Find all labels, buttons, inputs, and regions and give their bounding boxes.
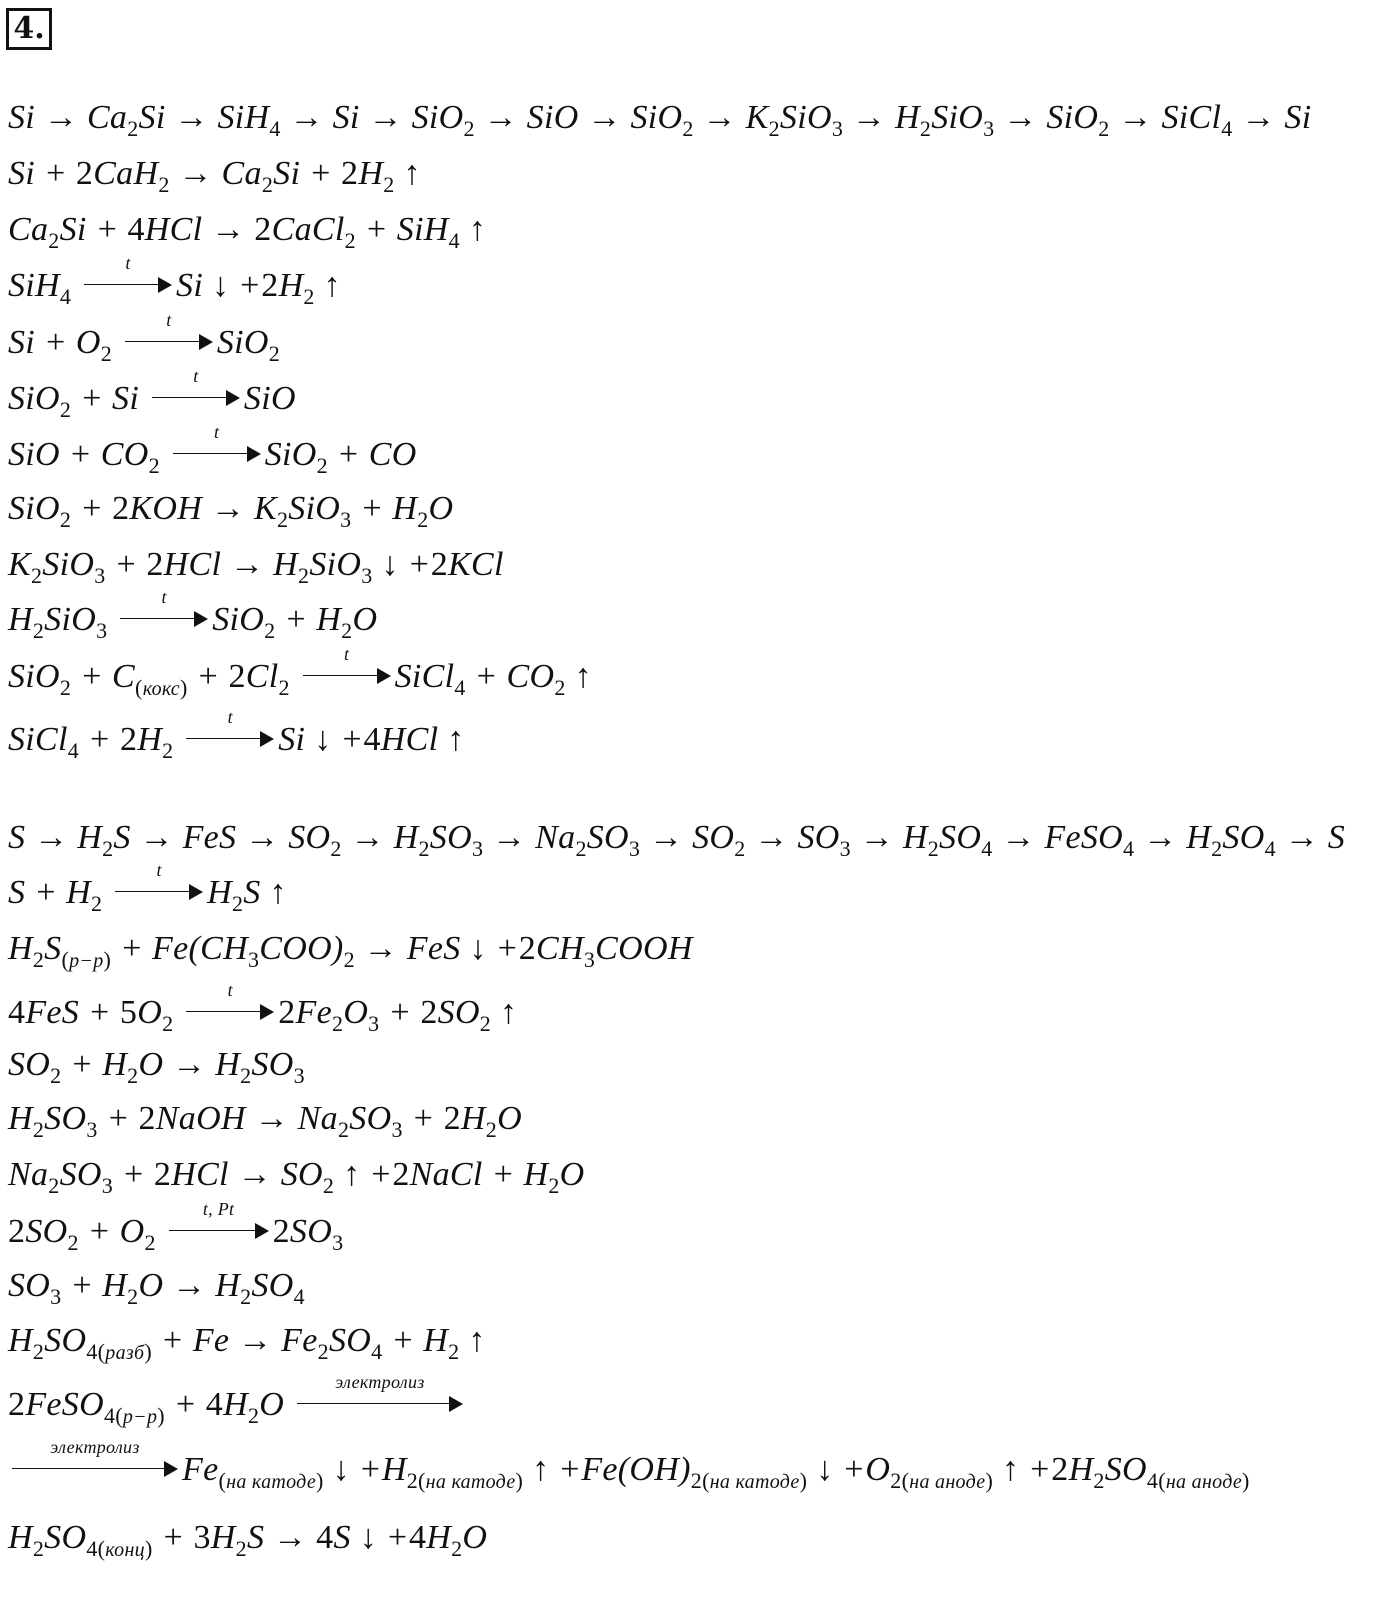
equation-21: $H_2SO_{4(разб)} + Fe \to Fe_2SO_4 + H_2$ ↑ [8, 1322, 486, 1364]
equation-23: электролиз $Fe_{(на катоде)}$ ↓ $+H_{2(на катоде)}$ ↑ $+Fe(OH)_{2(на катоде)}$ ↓ $+O_{2(на аноде)}$ ↑ $+2H_2SO_{4(на аноде)}$ [8, 1450, 1250, 1490]
heat-arrow: t [118, 604, 210, 634]
heat-arrow: t [301, 661, 393, 691]
equation-10: $SiO_2 + C_{(кокс)} + 2Cl_2$ t SiCl$_4$ + $CO_2$ ↑ [8, 644, 592, 700]
heat-arrow: t [184, 724, 276, 754]
heat-arrow: t [82, 270, 174, 300]
equation-17: $H_2SO_3$ + 2NaOH → $Na_2SO_3 + 2H_2O$ [8, 1100, 522, 1142]
heat-arrow: t [184, 997, 276, 1027]
equation-9: $H_2SiO_3$ t $SiO_2 + H_2O$ [8, 587, 378, 643]
equation-4: $Si + O_2$ t SiO$_2$ [8, 310, 281, 366]
equation-7: $SiO_2 + 2KOH \to K_2SiO_3 + H_2O$ [8, 490, 454, 532]
heat-arrow: t [113, 877, 205, 907]
equation-14: $H_2S_{(р-р)} + Fe(CH_3COO)_2$ → FeS ↓ $+2CH_3COOH$ [8, 930, 693, 972]
equation-1: $Si + 2CaH_2 \to Ca_2Si + 2H_2$ ↑ [8, 155, 421, 197]
equation-22: 2FeSO$_{4(р-р)}$ + $4H_2O$ электролиз [8, 1385, 467, 1425]
silicon-chain: $Si \to Ca_2Si \to SiH_4 \to Si \to SiO_2$ → SiO → $SiO_2 \to K_2SiO_3 \to H_2SiO_3 \to SiO_2$ → SiCl$_4$ → Si [8, 99, 1312, 141]
electrolysis-arrow: электролиз [10, 1454, 180, 1484]
equation-5: SiO$_2$ + Si t SiO [8, 366, 296, 422]
equation-3: SiH$_4$ t Si ↓ $+2H_2$ ↑ [8, 253, 341, 309]
equation-15: $4FeS + 5O_2$ t $2Fe_2O_3 + 2SO_2$ ↑ [8, 980, 518, 1036]
equation-20: $SO_3 + H_2O \to H_2SO_4$ [8, 1267, 305, 1309]
equation-18: $Na_2SO_3 + 2HCl \to SO_2$ ↑ +2NaCl + $H_2O$ [8, 1156, 585, 1198]
heat-arrow: t [171, 439, 263, 469]
equation-24: $H_2SO_{4(конц)} + 3H_2S \to 4S$ ↓ $+4H_2O$ [8, 1519, 488, 1561]
sulfur-chain: $S \to H_2S$ → FeS → $SO_2 \to H_2SO_3 \to Na_2SO_3 \to SO_2 \to SO_3 \to H_2SO_4$ → FeSO$_4$ → $H_2SO_4 \to S$ [8, 819, 1346, 861]
equation-13: $S + H_2$ t $H_2S$ ↑ [8, 860, 287, 916]
heat-arrow: t [150, 383, 242, 413]
catalyst-arrow: t, Pt [167, 1216, 271, 1246]
electrolysis-arrow: электролиз [295, 1389, 465, 1419]
task-number-badge: 4. [6, 8, 52, 50]
heat-arrow: t [123, 327, 215, 357]
equation-6: SiO + $CO_2$ t SiO$_2$ + CO [8, 422, 417, 478]
equation-16: $SO_2 + H_2O \to H_2SO_3$ [8, 1046, 305, 1088]
equation-2: $Ca_2Si + 4HCl$ → 2CaCl$_2$ + SiH$_4$ ↑ [8, 211, 487, 253]
equation-19: $2SO_2 + O_2$ t, Pt $2SO_3$ [8, 1199, 344, 1255]
equation-11: SiCl$_4$ + $2H_2$ t Si ↓ +4HCl ↑ [8, 707, 465, 763]
equation-8: $K_2SiO_3 + 2HCl \to H_2SiO_3$ ↓ +2KCl [8, 546, 504, 588]
